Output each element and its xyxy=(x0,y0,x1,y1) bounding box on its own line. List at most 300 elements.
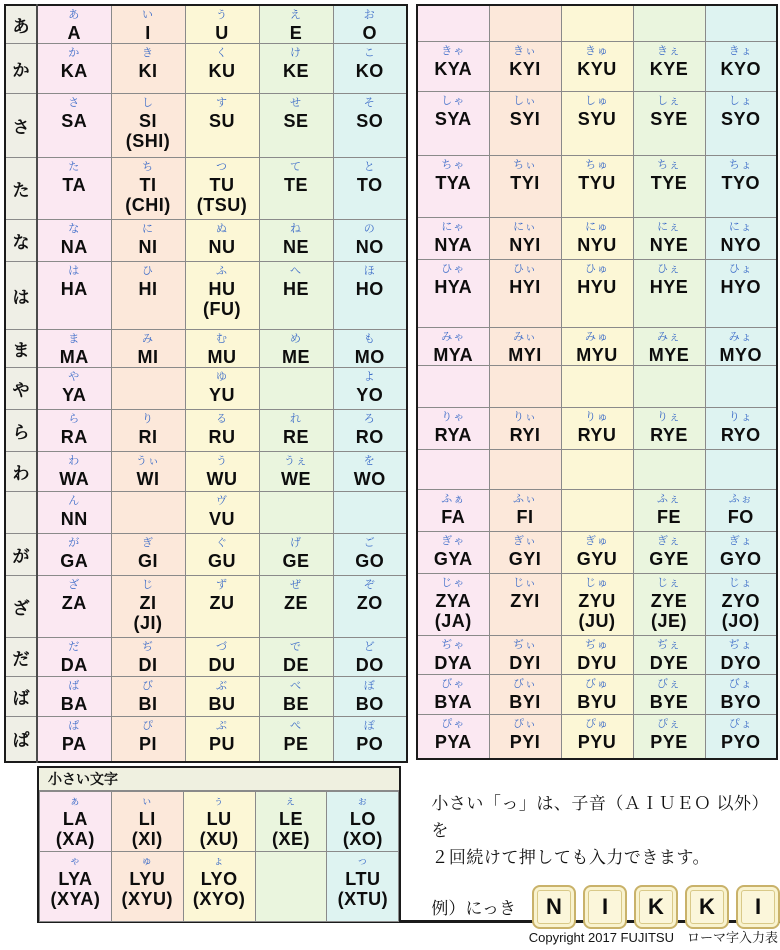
kana-cell xyxy=(705,489,777,531)
row-header: か xyxy=(5,44,37,94)
romaji-input: PYU xyxy=(577,731,617,752)
kana-reading: ふぃ xyxy=(513,492,537,505)
keyboard-key-label: I xyxy=(741,890,775,924)
kana-reading: げ xyxy=(290,537,302,549)
kana-cell xyxy=(259,94,333,158)
kana-cell xyxy=(633,635,705,674)
kana-reading: しょ xyxy=(728,94,753,107)
romaji-input: NE xyxy=(282,237,309,257)
example-row xyxy=(431,885,780,929)
kana-cell xyxy=(111,220,185,262)
kana-reading: ふぁ xyxy=(441,492,466,505)
keyboard-key xyxy=(685,885,729,929)
kana-reading: と xyxy=(363,161,376,173)
kana-reading: ん xyxy=(68,495,81,507)
kana-cell xyxy=(111,452,185,492)
kana-cell xyxy=(185,576,259,638)
kana-reading: て xyxy=(290,161,302,173)
romaji-input: NYI xyxy=(509,234,541,255)
kana-cell xyxy=(489,635,561,674)
keyboard-key-label: K xyxy=(639,890,673,924)
table-row xyxy=(5,576,407,638)
kana-reading: りょ xyxy=(728,410,753,423)
kana-reading: ちゃ xyxy=(441,158,466,171)
kana-reading: ぴぃ xyxy=(513,717,537,730)
kana-reading: みぃ xyxy=(513,330,537,343)
romaji-input: DYE xyxy=(649,652,689,673)
kana-reading: みゅ xyxy=(585,330,609,343)
kana-cell xyxy=(633,674,705,714)
romaji-input: GYU xyxy=(576,548,618,569)
kana-reading: や xyxy=(68,371,81,383)
kana-reading: ひょ xyxy=(728,262,753,275)
kana-reading: す xyxy=(216,97,228,109)
kana-reading: び xyxy=(142,680,154,692)
kana-cell xyxy=(333,262,407,330)
kana-cell xyxy=(561,327,633,365)
kana-reading: り xyxy=(142,413,154,425)
empty-cell xyxy=(417,5,489,41)
table-row xyxy=(40,851,399,921)
kana-cell xyxy=(417,714,489,759)
romaji-input: MYU xyxy=(576,344,618,365)
kana-cell xyxy=(705,714,777,759)
kana-cell xyxy=(111,717,185,762)
kana-cell xyxy=(705,635,777,674)
romaji-input: RE xyxy=(282,427,309,447)
table-row xyxy=(5,5,407,44)
kana-cell xyxy=(259,220,333,262)
kana-reading: そ xyxy=(363,97,376,109)
romaji-input: FI xyxy=(516,506,534,527)
kana-reading: を xyxy=(363,455,376,467)
romaji-alt: (CHI) xyxy=(125,195,171,215)
gojuon-table xyxy=(4,4,408,763)
keyboard-key xyxy=(736,885,780,929)
romaji-input: GYO xyxy=(719,548,762,569)
kana-cell xyxy=(417,259,489,327)
kana-reading: ね xyxy=(290,223,302,235)
kana-cell xyxy=(561,91,633,155)
kana-reading: む xyxy=(216,333,228,345)
romaji-input: TYE xyxy=(650,172,688,193)
romaji-input: DI xyxy=(138,655,158,675)
kana-reading: ず xyxy=(216,579,228,591)
romaji-alt: (XE) xyxy=(272,828,310,849)
romaji-input: WA xyxy=(59,469,90,489)
kana-reading: ぽ xyxy=(363,720,376,732)
kana-reading: びゅ xyxy=(585,677,609,690)
romaji-input: PYI xyxy=(509,731,541,752)
romaji-input: LYA xyxy=(58,868,93,889)
table-row xyxy=(417,91,777,155)
empty-cell xyxy=(633,365,705,407)
romaji-input: DYU xyxy=(577,652,617,673)
kana-cell xyxy=(111,94,185,158)
kana-reading: びぇ xyxy=(657,677,681,690)
kana-cell xyxy=(111,851,183,921)
kana-reading: しぃ xyxy=(513,94,537,107)
romaji-input: MYE xyxy=(648,344,690,365)
example-label: 例）にっき xyxy=(431,899,516,918)
romaji-input: DYI xyxy=(509,652,541,673)
kana-reading: ち xyxy=(142,161,154,173)
kana-cell xyxy=(327,851,399,921)
romaji-input: HYI xyxy=(509,276,541,297)
kana-reading: じゃ xyxy=(441,576,466,589)
romaji-input: KI xyxy=(138,61,158,81)
romaji-input: MYO xyxy=(719,344,762,365)
romaji-input: E xyxy=(289,23,303,43)
table-row xyxy=(417,407,777,449)
table-row xyxy=(5,638,407,677)
romaji-input: MO xyxy=(354,347,385,367)
romaji-input: PYA xyxy=(434,731,472,752)
kana-reading: ぶ xyxy=(216,680,228,692)
kana-cell xyxy=(259,158,333,220)
small-characters-title: 小さい文字 xyxy=(39,768,399,791)
romaji-input: RYI xyxy=(509,424,541,445)
kana-reading: こ xyxy=(363,47,376,59)
kana-reading: わ xyxy=(68,455,81,467)
keyboard-key-label: K xyxy=(690,890,724,924)
kana-cell xyxy=(37,44,111,94)
kana-cell xyxy=(705,155,777,217)
kana-reading: け xyxy=(290,47,302,59)
romaji-input: KYI xyxy=(509,58,541,79)
kana-reading: ぎゅ xyxy=(585,534,609,547)
kana-reading: め xyxy=(290,333,302,345)
romaji-input: NO xyxy=(355,237,384,257)
kana-reading: き xyxy=(142,47,154,59)
table-row xyxy=(5,492,407,534)
kana-reading: ゃ xyxy=(69,854,82,867)
kana-reading: ぢょ xyxy=(728,638,753,651)
kana-reading: じぃ xyxy=(513,576,537,589)
kana-cell xyxy=(185,158,259,220)
kana-reading: じ xyxy=(142,579,154,591)
kana-cell xyxy=(111,5,185,44)
romaji-input: WU xyxy=(206,469,238,489)
kana-reading: ひゅ xyxy=(585,262,609,275)
kana-cell xyxy=(333,368,407,410)
romaji-input: GYI xyxy=(508,548,542,569)
kana-cell xyxy=(333,94,407,158)
kana-reading: ば xyxy=(68,680,81,692)
kana-reading: よ xyxy=(363,371,376,383)
kana-cell xyxy=(37,492,111,534)
romaji-input: TYO xyxy=(721,172,760,193)
kana-cell xyxy=(333,576,407,638)
kana-reading: ぷ xyxy=(216,720,228,732)
kana-reading: れ xyxy=(290,413,302,425)
table-row xyxy=(417,674,777,714)
kana-cell xyxy=(561,573,633,635)
kana-reading: ひぇ xyxy=(657,262,681,275)
kana-cell xyxy=(185,330,259,368)
kana-reading: じぇ xyxy=(657,576,681,589)
kana-reading: きょ xyxy=(728,44,753,57)
kana-cell xyxy=(40,851,112,921)
romaji-input: HYE xyxy=(649,276,689,297)
romaji-input: SU xyxy=(208,111,235,131)
kana-reading: へ xyxy=(290,265,302,277)
kana-cell xyxy=(561,531,633,573)
romaji-input: BE xyxy=(282,694,309,714)
kana-reading: ひぃ xyxy=(513,262,537,275)
romaji-input: HO xyxy=(355,279,384,299)
kana-reading: みぇ xyxy=(657,330,681,343)
row-header: あ xyxy=(5,5,37,44)
kana-cell xyxy=(633,573,705,635)
kana-reading: りぇ xyxy=(657,410,681,423)
romaji-input: LYU xyxy=(129,868,166,889)
kana-cell xyxy=(417,155,489,217)
romaji-input: ZO xyxy=(356,593,383,613)
kana-reading: びょ xyxy=(728,677,753,690)
kana-reading: う xyxy=(216,9,228,21)
kana-cell xyxy=(561,217,633,259)
romaji-input: RI xyxy=(138,427,158,447)
romaji-alt: (JA) xyxy=(434,610,472,631)
romaji-input: NYO xyxy=(720,234,761,255)
romaji-input: NYU xyxy=(577,234,617,255)
romaji-alt: (TSU) xyxy=(196,195,248,215)
kana-reading: ょ xyxy=(213,854,226,867)
kana-reading: ひ xyxy=(142,265,154,277)
kana-reading: ぼ xyxy=(363,680,376,692)
romaji-input: LTU xyxy=(345,868,381,889)
romaji-input: PU xyxy=(208,734,235,754)
kana-cell xyxy=(111,330,185,368)
kana-cell xyxy=(489,327,561,365)
kana-cell xyxy=(417,407,489,449)
kana-reading: ちゅ xyxy=(585,158,609,171)
empty-cell xyxy=(561,449,633,489)
empty-cell xyxy=(111,368,185,410)
kana-cell xyxy=(37,5,111,44)
kana-cell xyxy=(489,573,561,635)
romaji-input: DO xyxy=(355,655,384,675)
table-row xyxy=(417,449,777,489)
kana-reading: にょ xyxy=(728,220,753,233)
kana-reading: うぃ xyxy=(136,455,160,467)
romaji-input: DYO xyxy=(720,652,761,673)
kana-cell xyxy=(37,368,111,410)
kana-reading: ふぇ xyxy=(657,492,681,505)
romaji-input: SO xyxy=(356,111,384,131)
kana-cell xyxy=(185,452,259,492)
romaji-input: MA xyxy=(59,347,89,367)
romaji-input: BO xyxy=(355,694,384,714)
romaji-input: HI xyxy=(138,279,158,299)
kana-tables xyxy=(4,4,780,763)
kana-cell xyxy=(37,576,111,638)
kana-reading: ろ xyxy=(363,413,376,425)
romaji-input: SYO xyxy=(720,108,761,129)
kana-reading: ま xyxy=(68,333,81,345)
romaji-input: ZYU xyxy=(578,590,616,611)
kana-cell xyxy=(333,330,407,368)
romaji-input: TA xyxy=(62,175,87,195)
note-line-2: ２回続けて押しても入力できます。 xyxy=(431,847,710,867)
empty-cell xyxy=(489,365,561,407)
empty-cell xyxy=(259,368,333,410)
romaji-input: TYA xyxy=(435,172,472,193)
kana-cell xyxy=(333,534,407,576)
kana-reading: ぴゃ xyxy=(441,717,466,730)
romaji-input: ZA xyxy=(61,593,87,613)
table-row xyxy=(5,452,407,492)
romaji-input: MI xyxy=(137,347,159,367)
kana-reading: ぎょ xyxy=(728,534,753,547)
romaji-input: TI xyxy=(139,175,157,195)
kana-cell xyxy=(333,638,407,677)
kana-reading: みゃ xyxy=(441,330,466,343)
kana-reading: た xyxy=(68,161,81,173)
kana-reading: ぱ xyxy=(68,720,81,732)
kana-cell xyxy=(37,94,111,158)
romaji-input: YO xyxy=(356,385,384,405)
empty-cell xyxy=(561,489,633,531)
kana-reading: ちぃ xyxy=(513,158,537,171)
kana-reading: じゅ xyxy=(585,576,609,589)
romaji-input: RO xyxy=(355,427,384,447)
romaji-input: BYO xyxy=(720,691,761,712)
kana-cell xyxy=(333,44,407,94)
kana-cell xyxy=(185,717,259,762)
kana-cell xyxy=(417,91,489,155)
kana-reading: きゃ xyxy=(441,44,466,57)
romaji-input: SA xyxy=(61,111,88,131)
romaji-input: NYE xyxy=(649,234,689,255)
kana-reading: に xyxy=(142,223,154,235)
table-row xyxy=(417,531,777,573)
romaji-input: FA xyxy=(441,506,466,527)
romaji-input: MU xyxy=(207,347,237,367)
kana-reading: ぴ xyxy=(142,720,154,732)
kana-reading: ぜ xyxy=(290,579,302,591)
kana-reading: せ xyxy=(290,97,302,109)
table-row xyxy=(417,365,777,407)
romaji-input: SYI xyxy=(509,108,541,129)
row-header: ぱ xyxy=(5,717,37,762)
romaji-input: GE xyxy=(282,551,310,571)
romaji-input: WE xyxy=(281,469,311,489)
romaji-input: YU xyxy=(208,385,235,405)
row-header xyxy=(5,492,37,534)
empty-cell xyxy=(561,5,633,41)
kana-cell xyxy=(185,677,259,717)
kana-reading: ぎゃ xyxy=(441,534,466,547)
romaji-input: BA xyxy=(60,694,88,714)
kana-cell xyxy=(633,327,705,365)
row-header: だ xyxy=(5,638,37,677)
kana-cell xyxy=(259,410,333,452)
romaji-input: SYE xyxy=(650,108,688,129)
table-row xyxy=(5,44,407,94)
kana-cell xyxy=(37,677,111,717)
romaji-input: HU xyxy=(208,279,236,299)
kana-cell xyxy=(705,573,777,635)
keyboard-key xyxy=(532,885,576,929)
table-row xyxy=(5,717,407,762)
romaji-input: LI xyxy=(138,808,156,829)
kana-reading: にゅ xyxy=(585,220,609,233)
kana-reading: ぃ xyxy=(141,794,154,807)
empty-cell xyxy=(561,365,633,407)
romaji-alt: (JO) xyxy=(721,610,760,631)
romaji-input: GI xyxy=(137,551,158,571)
kana-cell xyxy=(633,531,705,573)
table-row xyxy=(417,259,777,327)
kana-cell xyxy=(185,44,259,94)
kana-cell xyxy=(259,534,333,576)
romaji-input: DU xyxy=(208,655,236,675)
romaji-alt: (XYA) xyxy=(50,888,101,909)
kana-cell xyxy=(417,635,489,674)
kana-reading: ゅ xyxy=(141,854,154,867)
bottom-section xyxy=(37,766,780,923)
romaji-input: DA xyxy=(60,655,88,675)
kana-reading: ゆ xyxy=(216,371,228,383)
kana-cell xyxy=(259,262,333,330)
empty-cell xyxy=(633,449,705,489)
row-header: ま xyxy=(5,330,37,368)
kana-cell xyxy=(259,717,333,762)
kana-cell xyxy=(633,91,705,155)
kana-cell xyxy=(185,94,259,158)
romaji-input: RYA xyxy=(434,424,472,445)
empty-cell xyxy=(333,492,407,534)
romaji-input: PI xyxy=(138,734,157,754)
kana-cell xyxy=(185,638,259,677)
kana-cell xyxy=(111,262,185,330)
kana-cell xyxy=(111,534,185,576)
kana-reading: うぇ xyxy=(284,455,308,467)
kana-cell xyxy=(111,638,185,677)
kana-reading: あ xyxy=(68,9,81,21)
kana-reading: ひゃ xyxy=(441,262,466,275)
kana-cell xyxy=(417,217,489,259)
kana-cell xyxy=(185,5,259,44)
kana-reading: ヴ xyxy=(216,495,228,507)
romaji-input: SYA xyxy=(434,108,472,129)
kana-cell xyxy=(111,44,185,94)
empty-cell xyxy=(259,492,333,534)
kana-cell xyxy=(259,638,333,677)
kana-cell xyxy=(327,791,399,851)
romaji-input: GU xyxy=(208,551,236,571)
kana-reading: し xyxy=(142,97,154,109)
romaji-input: KYU xyxy=(577,58,617,79)
youon-table xyxy=(416,4,778,760)
kana-cell xyxy=(185,368,259,410)
romaji-input: A xyxy=(67,23,81,43)
keyboard-key xyxy=(634,885,678,929)
romaji-input: NA xyxy=(60,237,88,257)
kana-reading: ぢ xyxy=(142,641,154,653)
romaji-input: RA xyxy=(60,427,88,447)
kana-reading: じょ xyxy=(728,576,753,589)
kana-cell xyxy=(333,717,407,762)
kana-cell xyxy=(37,262,111,330)
romaji-input: TU xyxy=(209,175,235,195)
kana-reading: ぁ xyxy=(69,794,82,807)
romaji-input: FO xyxy=(727,506,754,527)
keyboard-keys xyxy=(532,885,780,929)
romaji-input: GYA xyxy=(433,548,473,569)
